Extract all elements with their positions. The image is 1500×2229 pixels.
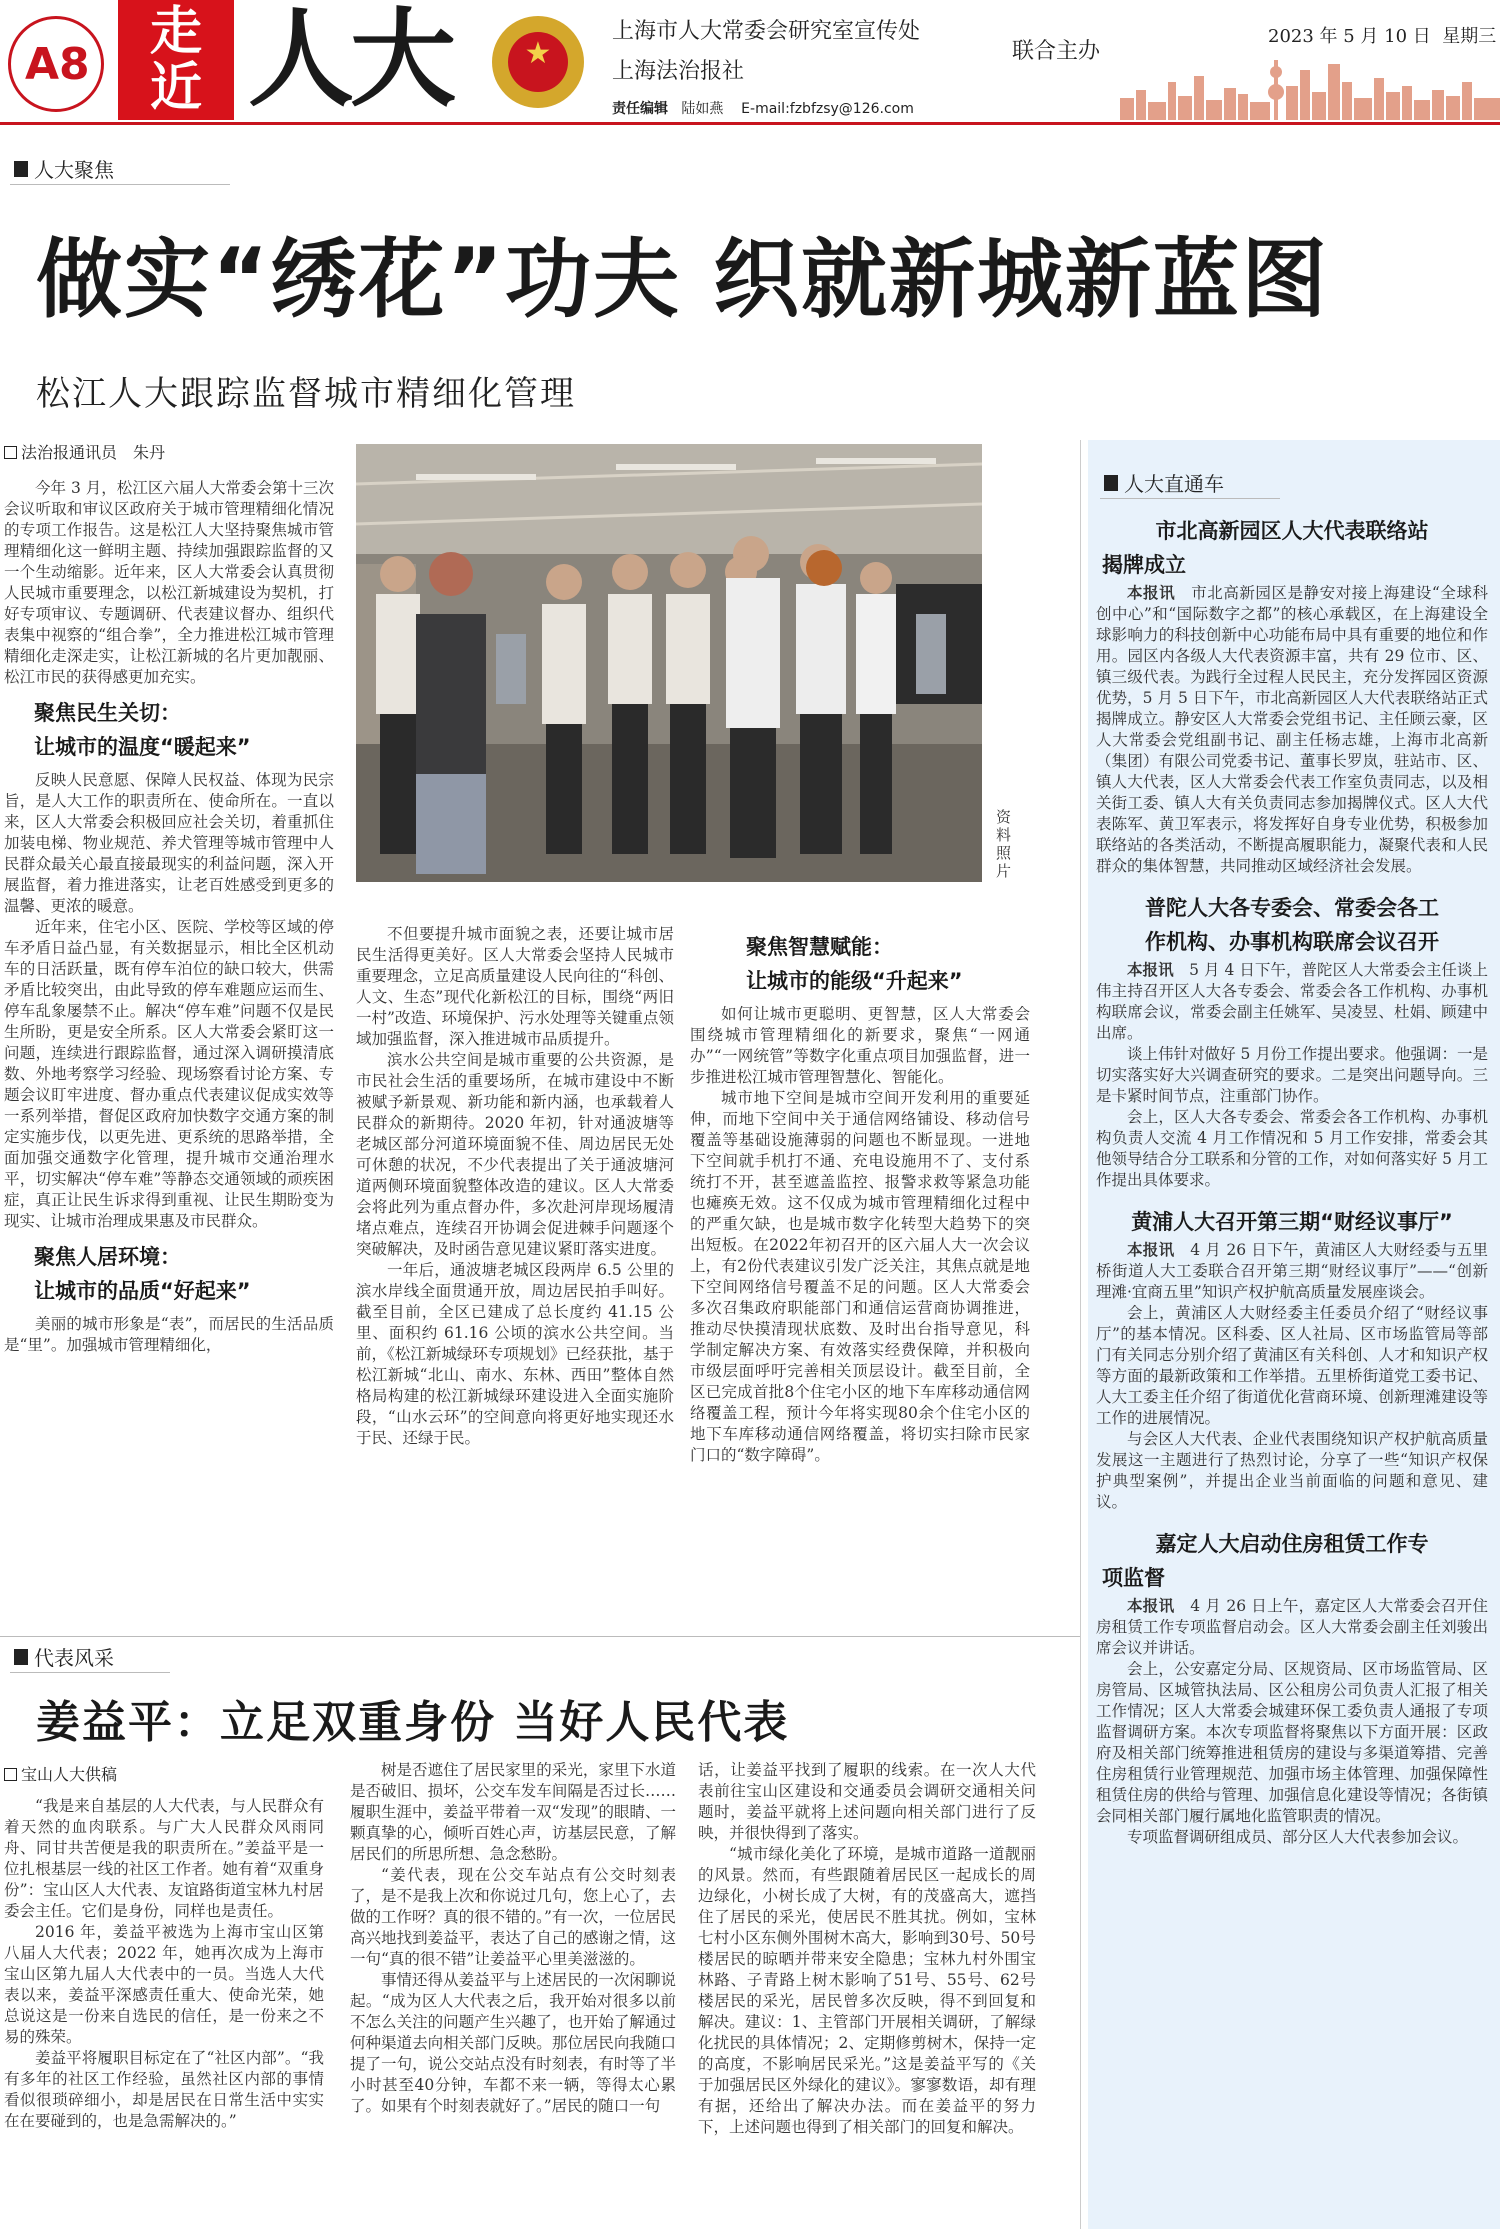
column-logo-bottom: 近 bbox=[149, 58, 202, 118]
brief-title-2: 项监督 bbox=[1102, 1566, 1165, 1590]
editor-label: 责任编辑 bbox=[612, 101, 668, 117]
editor-line bbox=[612, 98, 914, 118]
lead-headline: 做实“绣花”功夫 织就新城新蓝图 bbox=[36, 230, 1329, 330]
lead-paragraph: 滨水公共空间是城市重要的公共资源，是市民社会生活的重要场所，在城市建设中不断被赋予新景观、新功能和新内涵，也承载着人民群众的新期待。2020 年初，针对通波塘等老城区部分河道环境面貌不佳、周边居民无处可休憩的状况，不少代表提出了关于通波塘河道两侧环境面貌整体改造的建议。区人大常委会将此列为重点督办件，多次赴河岸现场履清堵点难点，连续召开协调会促进棘手问题逐个突破解决，及时函告意见建议紧盯落实进度。 bbox=[356, 1051, 674, 1258]
profile-byline: 宝山人大供稿 bbox=[4, 1762, 117, 1785]
brief-body: 本报讯 市北高新园区是静安对接上海建设“全球科创中心”和“国际数字之都”的核心承载区，在上海建设全球影响力的科技创新中心功能布局中具有重要的地位和作用。园区内各级人大代表资源丰富，共有 29 位市、区、镇三级代表。为践行全过程人民民主，充分发挥园区资源优势，5 月 5 日下午，市北高新园区人大代表联络站正式揭牌成立。静安区人大常委会党组书记、主任顾云豪，区人大常委会党组副书记、副主任杨志雄，上海市北高新（集团）有限公司党委书记、董事长罗岚，驻站市、区、镇人大代表，区人大常委会代表工作室负责同志，以及相关街工委、镇人大有关负责同志参加揭牌仪式。区人大代表陈军、黄卫军表示，将发挥好自身专业优势，积极参加联络站的各类活动，不断提高履职能力，凝聚代表和人民群众的集体智慧，共同推动区域经济社会发展。 bbox=[1096, 583, 1488, 875]
brief-title-2: 揭牌成立 bbox=[1102, 553, 1186, 577]
lead-subheadline: 松江人大跟踪监督城市精细化管理 bbox=[36, 374, 576, 414]
brief-body: 本报讯 4 月 26 日上午，嘉定区人大常委会召开住房租赁工作专项监督启动会。区人大常委会副主任刘骏出席会议并讲话。 bbox=[1096, 1596, 1488, 1657]
profile-paragraph: 2016 年，姜益平被选为上海市宝山区第八届人大代表；2022 年，她再次成为上海市宝山区第九届人大代表中的一员。当选人大代表以来，姜益平深感责任重大、使命光荣，她总说这是一份来自选民的信任，是一份来之不易的殊荣。 bbox=[4, 1923, 324, 2046]
lead-column-1 bbox=[4, 478, 334, 1618]
editor-email: E-mail:fzbfzsy@126.com bbox=[741, 101, 914, 117]
profile-column-3 bbox=[698, 1760, 1036, 2226]
org-name-1: 上海市人大常委会研究室宣传处 bbox=[612, 19, 921, 44]
lead-paragraph: 今年 3 月，松江区六届人大常委会第十三次会议听取和审议区政府关于城市管理精细化情况的专项工作报告。这是松江人大坚持聚焦城市管理精细化这一鲜明主题、持续加强跟踪监督的又一个生动缩影。近年来，区人大常委会认真贯彻人民城市重要理念，以松江新城建设为契机，打好专项审议、专题调研、代表建议督办、组织代表集中视察的“组合拳”，全力推进松江城市管理精细化走深走实，让松江新城的名片更加靓丽、松江市民的获得感更加充实。 bbox=[4, 479, 334, 686]
parking-garage-visit-photo bbox=[356, 444, 982, 882]
lead-subhead-2: 聚焦人居环境： bbox=[34, 1245, 181, 1269]
lead-subhead-3: 聚焦智慧赋能： bbox=[746, 935, 893, 959]
section-label-profile: 代表风采 bbox=[10, 1640, 170, 1673]
lead-paragraph: 反映人民意愿、保障人民权益、体现为民宗旨，是人大工作的职责所在、使命所在。一直以来，区人大常委会积极回应社会关切，着重抓住加装电梯、物业规范、养犬管理等城市管理中人民群众最关心最直接最现实的利益问题，深入开展监督，着力推进落实，让老百姓感受到更多的温馨、更浓的暖意。 bbox=[4, 771, 334, 915]
brief-body: 本报讯 5 月 4 日下午，普陀区人大常委会主任谈上伟主持召开区人大各专委会、常委会各工作机构、办事机构联席会议，常委会副主任姚军、吴凌昱、杜娟、顾建中出席。 bbox=[1096, 960, 1488, 1042]
section-marker-icon bbox=[14, 161, 28, 177]
lead-subhead-3b: 让城市的能级“升起来” bbox=[746, 969, 963, 993]
lead-subhead-1b: 让城市的温度“暖起来” bbox=[34, 735, 251, 759]
masthead-rule bbox=[0, 122, 1500, 125]
cohost-label: 联合主办 bbox=[1012, 39, 1101, 64]
city-skyline-icon bbox=[1120, 52, 1500, 120]
column-logo-box bbox=[118, 0, 234, 120]
brief-item bbox=[1096, 1527, 1488, 1848]
brief-body: 专项监督调研组成员、部分区人大代表参加会议。 bbox=[1127, 1828, 1469, 1846]
lead-column-2 bbox=[356, 924, 674, 1624]
lead-subhead-2b: 让城市的品质“好起来” bbox=[34, 1279, 251, 1303]
profile-paragraph: 姜益平将履职目标定在了“社区内部”。“我有多年的社区工作经验，虽然社区内部的事情看似很琐碎细小，却是居民在日常生活中实实在在要碰到的，也是急需解决的。” bbox=[4, 2049, 324, 2130]
brief-body: 与会区人大代表、企业代表围绕知识产权护航高质量发展这一主题进行了热烈讨论，分享了一些“知识产权保护典型案例”，并提出企业当前面临的问题和意见、建议。 bbox=[1096, 1430, 1488, 1511]
profile-paragraph: “姜代表，现在公交车站点有公交时刻表了，是不是我上次和你说过几句，您上心了，去做的工作呀？真的很不错的。”有一次，一位居民高兴地找到姜益平，表达了自己的感谢之情，这一句“真的很不错”让姜益平心里美滋滋的。 bbox=[350, 1866, 676, 1968]
masthead bbox=[0, 0, 1500, 122]
lead-paragraph: 一年后，通波塘老城区段两岸 6.5 公里的滨水岸线全面贯通开放，周边居民拍手叫好。截至目前，全区已建成了总长度约 41.15 公里、面积约 61.16 公顷的滨水公共空间。当前，《松江新城绿环专项规划》已经获批，基于松江新城“北山、南水、东林、西田”整体自然格局构建的松江新城绿环建设进入全面实施阶段，“山水云环”的空间意向将更好地实现还水于民、还绿于民。 bbox=[356, 1261, 674, 1447]
profile-column-1 bbox=[4, 1796, 324, 2226]
section-marker-icon bbox=[1104, 475, 1118, 491]
brief-title: 黄浦人大召开第三期“财经议事厅” bbox=[1131, 1210, 1453, 1234]
profile-paragraph: 树是否遮住了居民家里的采光，家里下水道是否破旧、损坏，公交车发车间隔是否过长……履职生涯中，姜益平带着一双“发现”的眼睛、一颗真挚的心，倾听百姓心声，访基层民意，了解居民们的所思所想、急念愁盼。 bbox=[350, 1761, 676, 1863]
section-marker-icon bbox=[14, 1649, 28, 1665]
section-label-briefs: 人大直通车 bbox=[1100, 466, 1280, 499]
brief-body: 本报讯 4 月 26 日下午，黄浦区人大财经委与五里桥街道人大工委联合召开第三期“财经议事厅”——“创新理滩·宜商五里”知识产权护航高质量发展座谈会。 bbox=[1096, 1240, 1488, 1301]
lead-paragraph: 如何让城市更聪明、更智慧，区人大常委会围绕城市管理精细化的新要求，聚焦“一网通办”“一网统管”等数字化重点项目加强监督，进一步推进松江城市管理智慧化、智能化。 bbox=[690, 1005, 1030, 1086]
lead-subhead-1: 聚焦民生关切： bbox=[34, 701, 181, 725]
section-label-focus: 人大聚焦 bbox=[10, 152, 230, 185]
lead-paragraph: 近年来，住宅小区、医院、学校等区域的停车矛盾日益凸显，有关数据显示，相比全区机动车的日活跃量，既有停车泊位的缺口较大，供需矛盾比较突出，由此导致的停车难题应运而生、停车乱象屡禁不止。解决“停车难”问题不仅是民生所盼，更是安全所系。区人大常委会紧盯这一问题，连续进行跟踪监督，通过深入调研摸清底数、外地考察学习经验、现场察看讨论方案、专题会议盯牢进度、督办重点代表建议促成实效等一系列举措，督促区政府加快数字交通方案的制定实施步伐，以更先进、更系统的思路举措，全面加强交通数字化管理，提升城市交通治理水平，切实解决“停车难”等静态交通领域的顽疾困症，真正让民生诉求得到重视、让民生期盼变为现实、让城市治理成果惠及市民群众。 bbox=[4, 918, 334, 1230]
brief-item bbox=[1096, 514, 1488, 877]
column-logo-top: 走 bbox=[149, 2, 202, 62]
issue-date: 2023 年 5 月 10 日 星期三 bbox=[1268, 26, 1497, 47]
brief-title-2: 作机构、办事机构联席会议召开 bbox=[1145, 930, 1439, 954]
profile-paragraph: “我是来自基层的人大代表，与人民群众有着天然的血肉联系。与广大人民群众风雨同舟、同甘共苦便是我的职责所在。”姜益平是一位扎根基层一线的社区工作者。她有着“双重身份”：宝山区人大代表、友谊路街道宝林九村居委会主任。它们是身份，同样也是责任。 bbox=[4, 1797, 324, 1920]
lead-byline: 法治报通讯员 朱丹 bbox=[4, 440, 165, 463]
profile-paragraph: “城市绿化美化了环境，是城市道路一道靓丽的风景。然而，有些跟随着居民区一起成长的周边绿化，小树长成了大树，有的茂盛高大，遮挡住了居民的采光，使居民不胜其扰。例如，宝林七村小区东侧外围树木高大，影响到30号、50号楼居民的晾晒并带来安全隐患；宝林九村外围宝林路、子青路上树木影响了51号、55号、62号楼居民的采光，居民曾多次反映，得不到回复和解决。建议：1、主管部门开展相关调研，了解绿化扰民的具体情况；2、定期修剪树木，保持一定的高度，不影响居民采光。”这是姜益平写的《关于加强居民区外绿化的建议》。寥寥数语，却有理有据，还给出了解决办法。而在姜益平的努力下，上述问题也得到了相关部门的回复和解决。 bbox=[698, 1845, 1036, 2136]
section-divider bbox=[0, 1636, 1080, 1637]
brief-body: 会上，黄浦区人大财经委主任委员介绍了“财经议事厅”的基本情况。区科委、区人社局、区市场监管局等部门有关同志分别介绍了黄浦区有关科创、人才和知识产权等方面的最新政策和工作举措。五里桥街道党工委书记、人大工委主任介绍了街道优化营商环境、创新理滩建设等工作的进展情况。 bbox=[1096, 1304, 1488, 1427]
brief-title: 嘉定人大启动住房租赁工作专 bbox=[1155, 1532, 1429, 1556]
byline-box-icon bbox=[4, 1768, 17, 1781]
brief-body: 会上，公安嘉定分局、区规资局、区市场监管局、区房管局、区城管执法局、区公租房公司负责人汇报了相关工作情况；区人大常委会城建环保工委负责人通报了专项监督调研方案。本次专项监督将聚焦以下方面开展：区政府及相关部门统筹推进租赁房的建设与多渠道筹措、完善住房租赁行业管理规范、加强市场主体管理、加强保障性租赁住房的供给与管理、加强信息化建设等情况；各街镇会同相关部门履行属地化监管职责的情况。 bbox=[1096, 1660, 1488, 1825]
profile-column-2 bbox=[350, 1760, 676, 2226]
brief-body: 谈上伟针对做好 5 月份工作提出要求。他强调：一是切实落实好大兴调查研究的要求。二是突出问题导向。三是卡紧时间节点，注重部门协作。 bbox=[1096, 1045, 1488, 1105]
emblem-star-icon: ★ bbox=[524, 36, 552, 71]
page-number-badge: A8 bbox=[8, 16, 104, 112]
byline-box-icon bbox=[4, 446, 17, 459]
lead-column-3 bbox=[690, 930, 1030, 1624]
profile-paragraph: 话，让姜益平找到了履职的线索。在一次人大代表前往宝山区建设和交通委员会调研交通相关问题时，姜益平就将上述问题向相关部门进行了反映，并很快得到了落实。 bbox=[698, 1761, 1036, 1842]
org-name-2: 上海法治报社 bbox=[612, 59, 745, 84]
lead-paragraph: 美丽的城市形象是“表”，而居民的生活品质是“里”。加强城市管理精细化， bbox=[4, 1315, 334, 1354]
profile-paragraph: 事情还得从姜益平与上述居民的一次闲聊说起。“成为区人大代表之后，我开始对很多以前不怎么关注的问题产生兴趣了，也开始了解通过何种渠道去向相关部门反映。那位居民向我随口提了一句，说公交站点没有时刻表，有时等了半小时甚至40分钟，车都不来一辆，等得太心累了。如果有个时刻表就好了。”居民的随口一句 bbox=[350, 1971, 676, 2115]
brief-list bbox=[1096, 514, 1488, 2214]
brief-body: 会上，区人大各专委会、常委会各工作机构、办事机构负责人交流 4 月工作情况和 5 月工作安排，常委会其他领导结合分工联系和分管的工作，对如何落实好 5 月工作提出具体要求。 bbox=[1096, 1108, 1488, 1189]
brief-item bbox=[1096, 891, 1488, 1191]
lead-photo bbox=[356, 444, 982, 882]
lead-paragraph: 不但要提升城市面貌之表，还要让城市居民生活得更美好。区人大常委会坚持人民城市重要理念，立足高质量建设人民向往的“科创、人文、生态”现代化新松江的目标，围绕“两旧一村”改造、环境保护、污水处理等关键重点领域加强监督，深入推进城市品质提升。 bbox=[356, 925, 674, 1048]
photo-caption: 资料照片 bbox=[996, 808, 1012, 880]
news-brief-sidebar bbox=[1088, 440, 1500, 2229]
lead-paragraph: 城市地下空间是城市空间开发利用的重要延伸，而地下空间中关于通信网络铺设、移动信号覆盖等基础设施薄弱的问题也不断显现。一进地下空间就手机打不通、充电设施用不了、支付系统打不开，甚至遮盖监控、报警求救等紧急功能也瘫痪无效。这不仅成为城市管理精细化过程中的严重欠缺，也是城市数字化转型大趋势下的突出短板。在2022年初召开的区六届人大一次会议上，有2份代表建议引发广泛关注，其焦点就是地下空间网络信号覆盖不足的问题。区人大常委会多次召集政府职能部门和通信运营商协调推进，推动尽快摸清现状底数、及时出台指导意见，科学制定解决方案、有效落实经费保障，并积极向市级层面呼吁完善相关顶层设计。截至目前，全区已完成首批8个住宅小区的地下车库移动通信网络覆盖工程，预计今年将实现80余个住宅小区的地下车库移动通信网络覆盖，将切实扫除市民家门口的“数字障碍”。 bbox=[690, 1089, 1030, 1464]
brief-item bbox=[1096, 1205, 1488, 1513]
brief-title: 市北高新园区人大代表联络站 bbox=[1155, 519, 1429, 543]
editor-name: 陆如燕 bbox=[681, 101, 724, 117]
brief-title: 普陀人大各专委会、常委会各工 bbox=[1145, 896, 1439, 920]
column-logo-main: 人大 bbox=[248, 0, 452, 121]
profile-headline: 姜益平：立足双重身份 当好人民代表 bbox=[36, 1697, 790, 1748]
column-separator bbox=[1080, 440, 1081, 2229]
